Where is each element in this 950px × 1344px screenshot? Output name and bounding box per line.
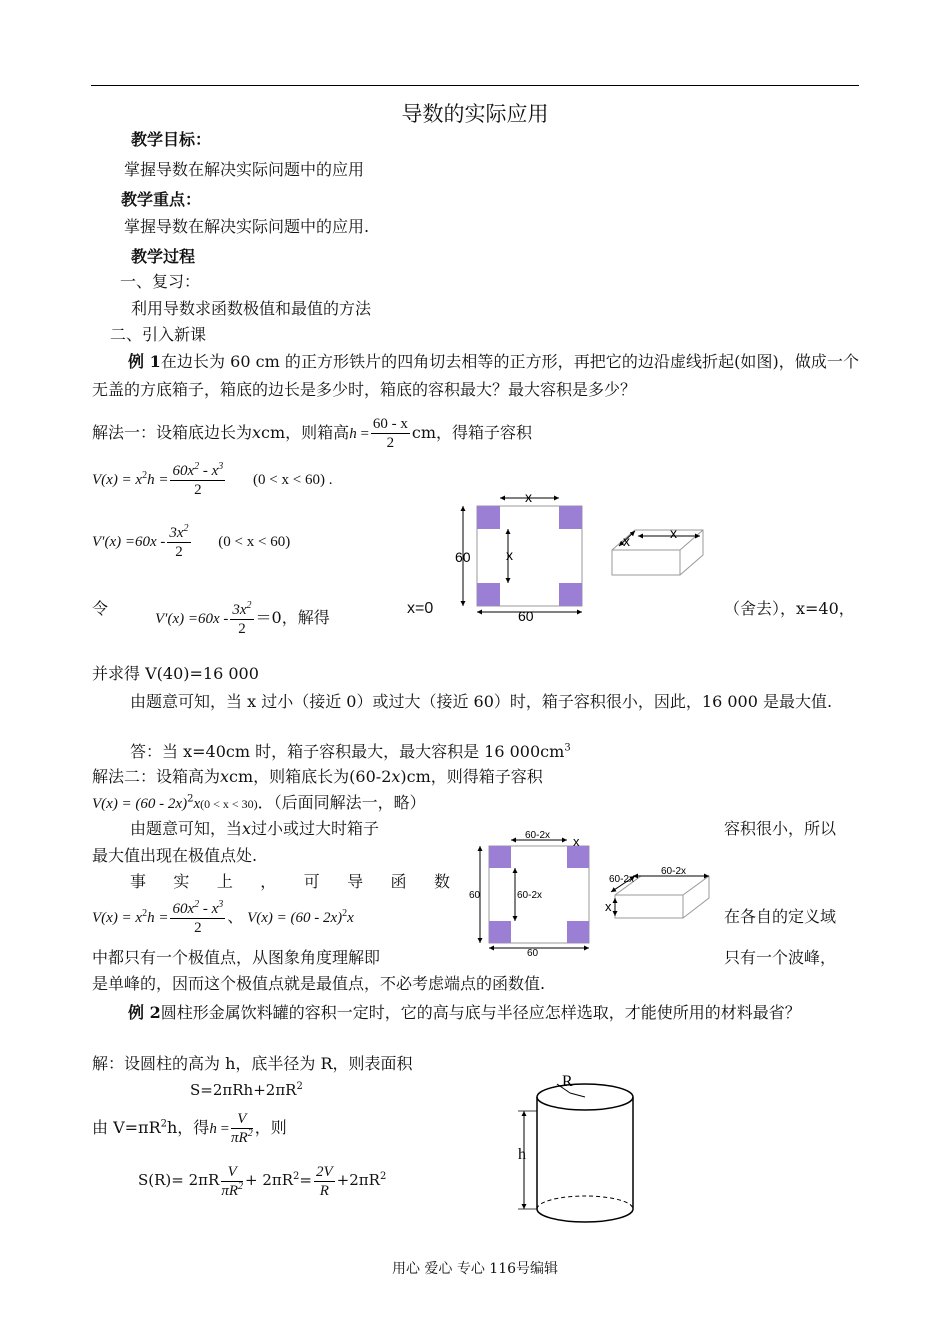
example2-label: 例 2 [128,1003,161,1022]
method1-tail: cm，得箱子容积 [411,423,533,442]
method1-mid: cm，则箱高 [261,423,350,442]
sr-fraction1 [221,1163,243,1200]
cut-corner [489,921,511,943]
derivative-fraction [167,524,190,561]
method2-intro: 解法二：设箱高为 [92,767,221,786]
volume-domain: (0 < x < 60) . [253,472,333,488]
derivative-zero-eq [155,598,330,639]
fig1-bottom-60: 60 [518,608,534,624]
discard-note: （舍去），x=40， [724,599,855,618]
fig1-box-x2: x [670,525,677,541]
derivative-lhs: V′(x) =60x - [92,534,166,550]
cut-corner [559,506,582,529]
example2-solution: 解：设圆柱的高为 h，底半径为 R，则表面积 [92,1054,413,1073]
by-volume-a: 由 V=πR [92,1118,161,1137]
h-fraction [231,1110,253,1147]
fact-f2-x: x [347,910,354,926]
method2-mid: cm，则箱底长为(60-2 [229,767,392,786]
fact-char: 可 [303,872,320,891]
method2-note: ．（后面同解法一，略） [257,793,426,812]
cut-corner [477,506,500,529]
fig2-inner-label: 60-2x [517,890,543,901]
fact-char: 实 [173,872,190,891]
volume-numerator: $60x^2 - x^3$ [172,461,224,480]
volume-lhs: V(x) = x [92,472,143,488]
review-label: 一、复习： [120,272,201,291]
fact-tail: 在各自的定义域 [724,907,837,926]
eq-rhs: ＝0，解得 [255,608,330,627]
fig1-open-box [612,525,703,575]
reason2-mid: 过小或过大时箱子 [251,819,380,838]
page-title: 导数的实际应用 [401,102,549,126]
var-x4: x [242,819,252,838]
fig3-height-label: h [518,1146,526,1163]
fig2-left-60: 60 [469,890,481,901]
cut-corner [559,583,582,606]
eq-sign: = [356,426,369,442]
var-h2: h [209,1121,217,1137]
fig2-box-top: 60-2x [661,866,687,877]
reason2-start: 由题意可知，当 [130,819,243,838]
fig2-open-box [605,866,709,918]
header-rule [91,85,859,86]
new-lesson-label: 二、引入新课 [110,325,207,344]
var-x3: x [391,767,401,786]
method2-volume: V(x) = (60 - 2x)$^2$x(0 < x < 30)．（后面同解法一，略） [92,793,426,812]
height-numerator: 60 - x [372,416,408,432]
surface-formula: $S=2\pi Rh+2\pi R^2$ [190,1081,303,1099]
sr-b: + 2πR [245,1171,294,1189]
volume-formula: $V(x) = x^2h$ = $\frac{60x^2 - x^3}{2}$ (0 < x < 60) . [92,461,333,499]
eq-numerator: $3x^2$ [232,600,252,619]
process-heading: 教学过程 [131,247,196,266]
fact-f1-numerator: $60x^2 - x^3$ [172,899,224,918]
fig3-radius-label: R [562,1073,573,1090]
method2-volume-x: x [193,796,201,812]
fact-line [130,872,450,892]
fact-line3: 是单峰的，因而这个极值点就是最值点，不必考虑端点的函数值. [92,974,546,993]
surface-expr: S=2πRh+2πR [190,1081,297,1099]
example1-paragraph [92,348,859,404]
fig1-top-x: x [525,489,532,505]
reason2-d: 最大值出现在极值点处. [92,846,258,865]
fig2-bottom-60: 60 [527,948,539,959]
reason2-c: 容积很小，所以 [724,819,837,838]
fact-f1-h: h = [147,910,169,926]
fig2-box-height: x [605,899,612,914]
h-numerator: V [231,1110,253,1129]
derivative-formula [92,522,290,562]
fact-char: 导 [347,872,364,891]
keypoints-heading: 教学重点： [121,190,202,209]
fig2-box-side: 60-2x [609,874,635,885]
figure3-cylinder [510,1072,640,1232]
fact-f1-lhs: V(x) = x [92,910,143,926]
cut-corner [567,846,589,868]
fact-line2a: 中都只有一个极值点，从图象角度理解即 [92,948,381,967]
sr-c: +2πR [336,1171,380,1189]
volume-fraction [170,462,225,499]
eq-fraction [230,601,253,638]
fact-char: 数 [433,872,450,891]
cut-corner [489,846,511,868]
fact-char: ， [260,872,277,891]
sr-numerator2: 2V [316,1163,333,1180]
method2-line [92,767,543,787]
derivative-numerator: $3x^2$ [169,523,189,542]
sr-denominator2: R [319,1182,329,1199]
fact-line2b: 只有一个波峰， [724,948,837,967]
objectives-text: 掌握导数在解决实际问题中的应用 [124,160,365,179]
page-footer: 用心 爱心 专心 116号编辑 [391,1261,559,1277]
method1-intro: 解法一：设箱底边长为 [92,423,253,442]
reason2-a [130,819,379,839]
answer-text [130,742,571,762]
fact-char: 上 [216,872,233,891]
var-x2: x [220,767,230,786]
keypoints-text: 掌握导数在解决实际问题中的应用. [124,217,370,236]
sr-numerator1: V [221,1163,243,1182]
example1-label: 例 1 [128,352,161,371]
answer-exponent: 3 [564,742,571,754]
sr-fraction2 [314,1163,335,1200]
method2-tail: )cm，则得箱子容积 [400,767,543,786]
volume-lhs-h: h = [147,472,169,488]
example2-text: 圆柱形金属饮料罐的容积一定时，它的高与底与半径应怎样选取，才能使所用的材料最省？ [160,1003,801,1022]
fact-f2: V(x) = (60 - 2x) [247,910,343,926]
fact-separator: 、 [227,907,244,926]
root-zero: x=0 [407,600,434,617]
derivative-denominator: 2 [175,544,183,561]
height-denominator: 2 [386,435,395,451]
h-denominator: $\pi R^2$ [231,1128,253,1146]
sr-eq: = [299,1171,312,1189]
figure2-square-sheet [465,828,725,958]
method2-domain: (0 < x < 30) [200,797,258,811]
var-h: h [349,426,357,442]
fact-f1-denominator: 2 [194,920,202,937]
height-fraction [371,415,410,452]
fig2-corner-x: x [573,834,580,849]
v40-text: 并求得 V(40)=16 000 [92,664,259,683]
fact-char: 事 [130,872,147,891]
figure1-square-sheet [445,488,715,628]
height-from-volume: 由 $V=\pi R^2h$，得h = $\frac{V}{\pi R^2}$ ，则 [92,1111,287,1146]
fig1-inner-x: x [506,547,513,563]
answer-main: 答：当 x=40cm 时，箱子容积最大，最大容积是 16 000cm [130,742,565,761]
surface-function: S(R)= 2πR $\frac{V}{\pi R^2}$ + $2\pi R^2=$ $\frac{2V}{R}$ $+2\pi R^2$ [138,1163,387,1199]
eq-denominator: 2 [238,621,246,638]
derivative-domain: (0 < x < 60) [218,534,291,550]
example1-text: 在边长为 60 cm 的正方形铁片的四角切去相等的正方形，再把它的边沿虚线折起(如图)，做成一个无盖的方底箱子，箱底的边长是多少时，箱底的容积最大？最大容积是多少？ [92,352,859,399]
reason-paragraph: 由题意可知，当 x 过小（接近 0）或过大（接近 60）时，箱子容积很小，因此，16 000 是最大值. [130,692,833,711]
cut-corner [477,583,500,606]
review-text: 利用导数求函数极值和最值的方法 [131,299,372,318]
fact-formulas: $V(x) = x^2h$ = $\frac{60x^2 - x^3}{2}$ 、 V(x) = (60 - 2x)$^2$x [92,899,354,937]
var-x: x [252,423,262,442]
eq-sign2: = [216,1121,230,1137]
cut-corner [567,921,589,943]
by-volume-tail: ，则 [254,1118,287,1137]
sr-a: S(R)= 2πR [138,1171,220,1189]
by-volume-b: h，得 [167,1118,210,1137]
objectives-heading: 教学目标： [131,130,212,149]
fig2-top-label: 60-2x [525,830,551,841]
volume-denominator: 2 [194,482,202,499]
sr-denominator1: $\pi R^2$ [221,1180,243,1199]
method2-volume-expr: V(x) = (60 - 2x) [92,796,188,812]
fig1-left-60: 60 [455,549,471,565]
method1-line [92,413,532,454]
fact-char: 函 [390,872,407,891]
fig1-box-x1: x [623,533,630,549]
let-label: 令 [92,599,109,618]
example2-paragraph [92,999,859,1027]
eq-lhs: V′(x) =60x - [155,611,229,627]
fact-f1-fraction [170,900,225,937]
